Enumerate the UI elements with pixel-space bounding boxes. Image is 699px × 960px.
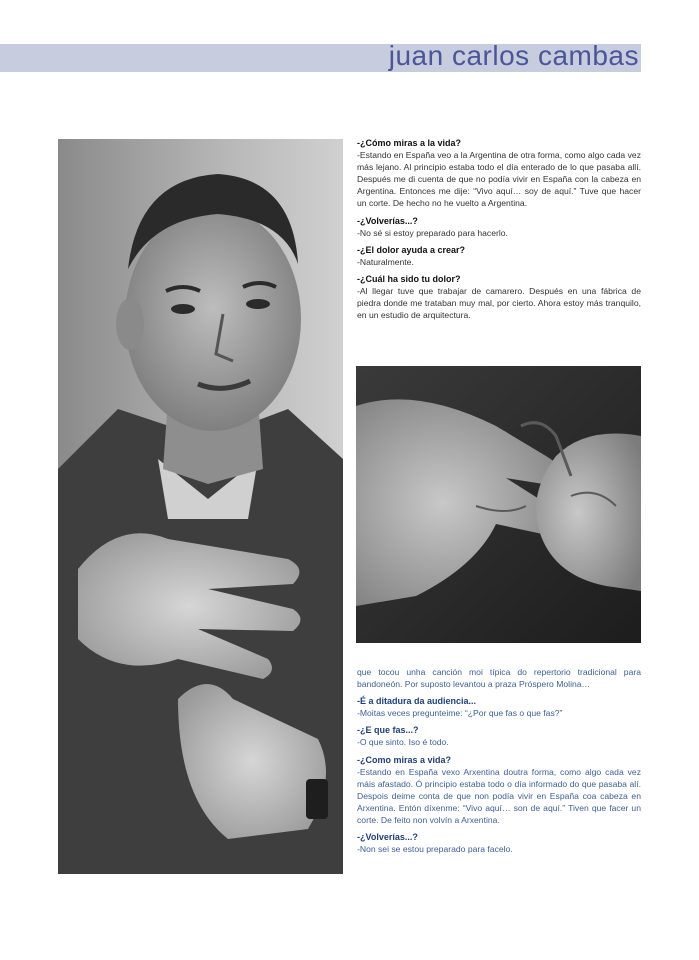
lead-paragraph: que tocou unha canción moi típica do repertorio tradicional para bandoneón. Por suposto levantou a praza Próspero Molina… xyxy=(357,667,641,690)
answer: -Naturalmente. xyxy=(357,256,414,267)
qa-item xyxy=(357,244,641,268)
qa-item xyxy=(357,724,641,748)
interview-text-es xyxy=(357,137,641,326)
question: -É a ditadura da audiencia... xyxy=(357,696,477,707)
answer: -No sé si estoy preparado para hacerlo. xyxy=(357,227,508,238)
portrait-photo xyxy=(58,139,343,874)
question: -¿E que fas...? xyxy=(357,725,419,736)
answer: -Estando en España vexo Arxentina doutra forma, como algo cada vez máis afastado. Ó principio estaba todo o día informado do que pasaba alí. Despois deime conta de que non podía vivir en España coa cabeza en Arxentina. Entón díxenme: “Vivo aquí… son de aquí.” Tiven que facer un corte. De feito non volvín a Arxentina. xyxy=(357,766,641,826)
qa-item xyxy=(357,831,641,855)
interview-text-gl xyxy=(357,666,641,860)
question: -¿Cómo miras a la vida? xyxy=(357,138,462,148)
qa-item xyxy=(357,215,641,239)
answer: -Estando en España veo a la Argentina de otra forma, como algo cada vez más lejano. Al principio estaba todo el día enterado de lo que pasaba allí. Después me di cuenta de que no podía vivir en España con la cabeza en Argentina. Entonces me dije: “Vivo aquí… soy de aquí.” Tuve que hacer un corte. De hecho no he vuelto a Argentina. xyxy=(357,150,641,209)
question: -¿El dolor ayuda a crear? xyxy=(357,244,466,255)
qa-item xyxy=(357,695,641,719)
answer: -Moitas veces pregunteime: “¿Por que fas o que fas?” xyxy=(357,708,563,719)
page-title: juan carlos cambas xyxy=(388,40,639,71)
hands-photo xyxy=(356,366,641,643)
question: -¿Cuál ha sido tu dolor? xyxy=(357,273,461,284)
qa-item xyxy=(357,137,641,210)
question: -¿Volverías...? xyxy=(357,832,418,843)
question: -¿Como miras a vida? xyxy=(357,754,452,765)
answer: -Non sei se estou preparado para facelo. xyxy=(357,844,513,855)
answer: -O que sinto. Iso é todo. xyxy=(357,737,449,748)
answer: -Al llegar tuve que trabajar de camarero. Después en una fábrica de piedra donde me trataban muy mal, por cierto. Ahora estoy más tranquilo, en un estudio de arquitectura. xyxy=(357,286,641,321)
question: -¿Volverías...? xyxy=(357,215,418,226)
qa-item xyxy=(357,273,641,321)
qa-item xyxy=(357,754,641,827)
